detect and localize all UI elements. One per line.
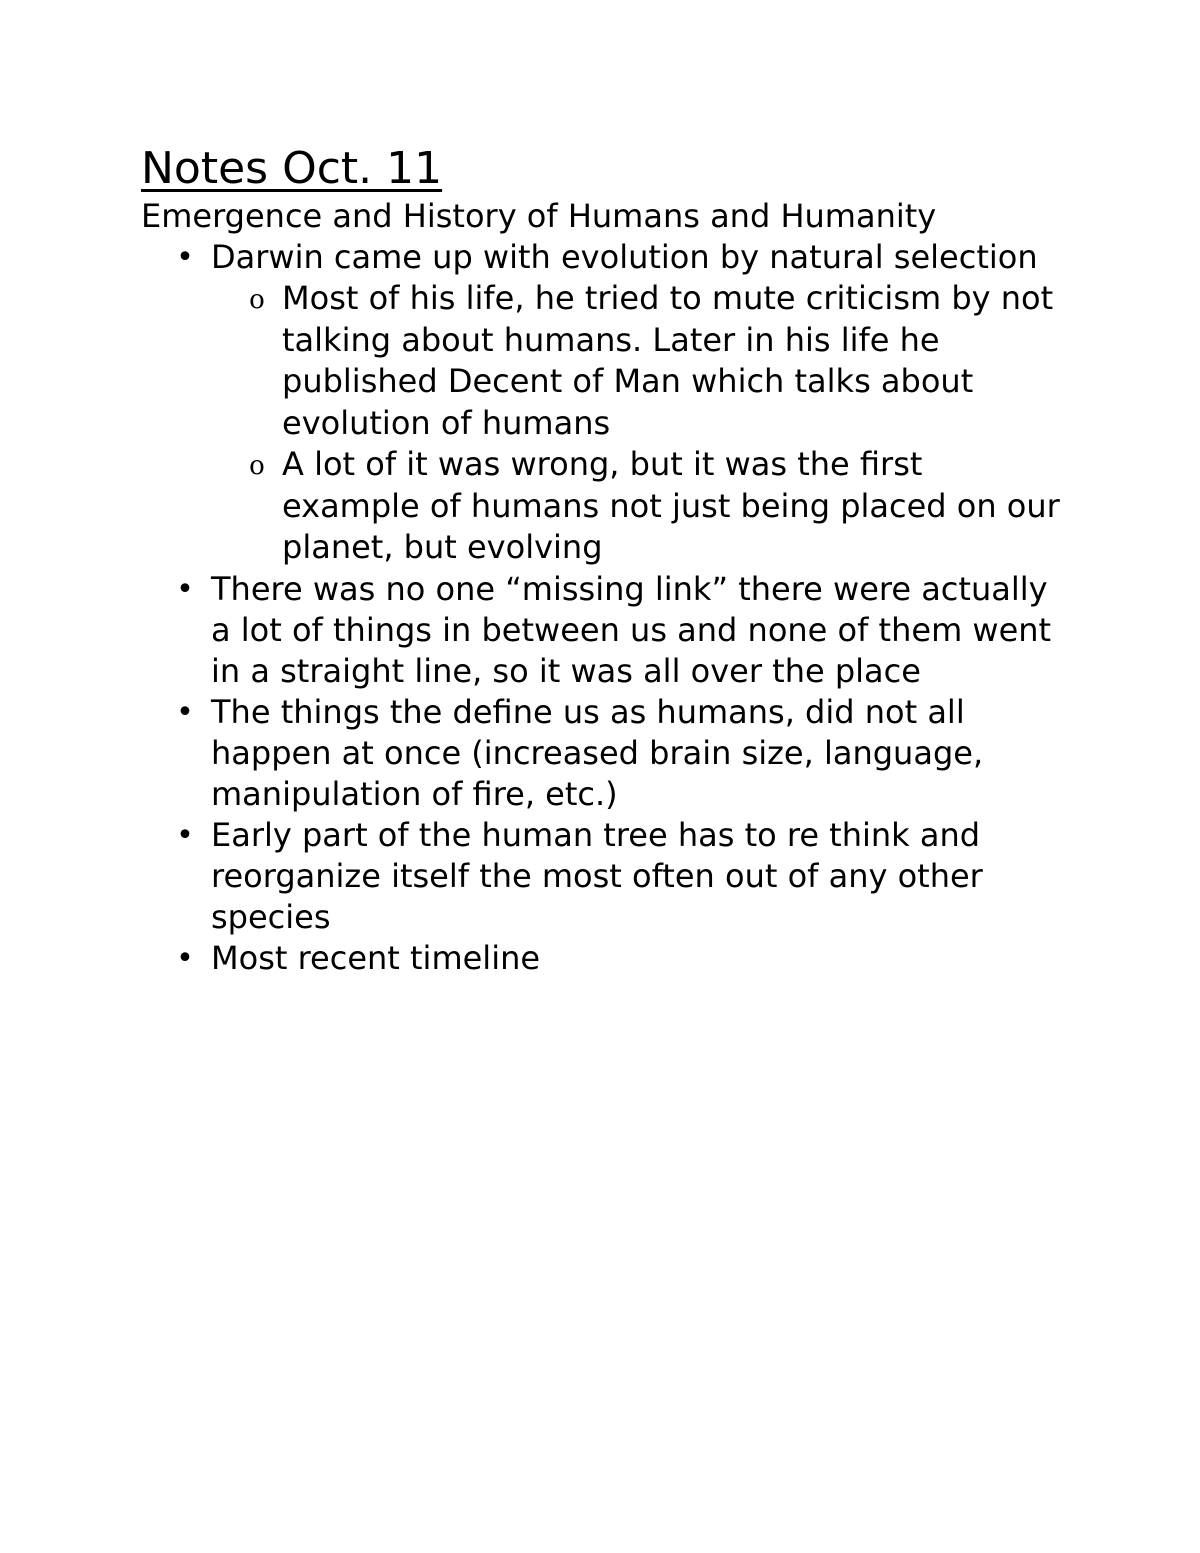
list-item: [141, 815, 1061, 938]
list-item: [141, 692, 1061, 815]
list-item-text: Most recent timeline: [211, 938, 541, 977]
list-item: [141, 569, 1061, 692]
list-item-text: Darwin came up with evolution by natural selection: [211, 238, 1038, 276]
list-item: [141, 237, 1061, 569]
document-page: [141, 142, 1061, 979]
list-item-text: There was no one “missing link” there were actually a lot of things in between us and none of them went in a straight line, so it was all over the place: [211, 569, 1052, 690]
bullet-list: [141, 237, 1061, 979]
circle-bullet-icon: o: [249, 451, 265, 481]
bullet-icon: •: [176, 240, 194, 275]
sub-bullet-list: [211, 278, 1061, 569]
list-item-text: Early part of the human tree has to re think and reorganize itself the most often out of any other species: [211, 815, 983, 936]
bullet-icon: •: [176, 571, 194, 607]
bullet-icon: •: [176, 694, 194, 730]
list-item-text: The things the define us as humans, did not all happen at once (increased brain size, language, manipulation of fire, etc.): [211, 692, 984, 813]
list-item: [141, 938, 1061, 979]
bullet-icon: •: [176, 817, 194, 853]
page-subtitle: Emergence and History of Humans and Humanity: [141, 197, 937, 235]
sub-list-item: [211, 278, 1061, 444]
bullet-icon: •: [176, 940, 194, 976]
sub-list-item: [211, 444, 1061, 569]
circle-bullet-icon: o: [249, 285, 265, 315]
sub-list-item-text: Most of his life, he tried to mute criticism by not talking about humans. Later in his life he published Decent of Man which talks about evolution of humans: [282, 279, 1054, 442]
page-title: Notes Oct. 11: [141, 143, 443, 194]
sub-list-item-text: A lot of it was wrong, but it was the first example of humans not just being placed on our planet, but evolving: [282, 445, 1060, 566]
